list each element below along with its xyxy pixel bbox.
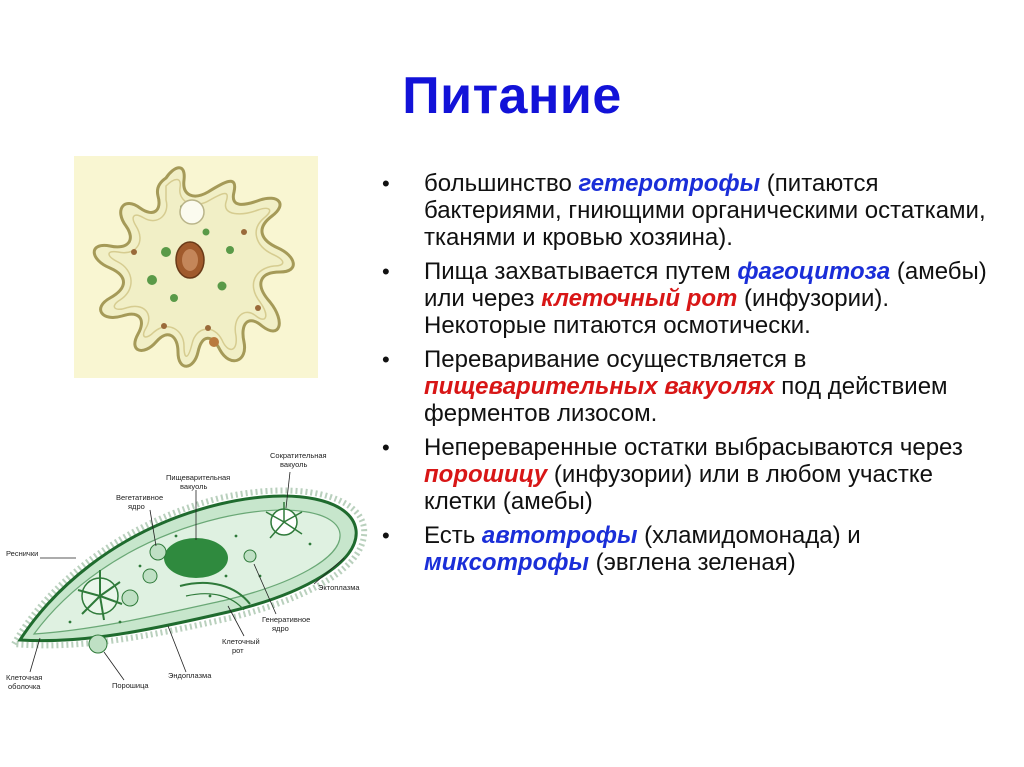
bullet-text: (питаются бактериями, гниющими органическими остатками, тканями и кровью хозяина). [424, 170, 986, 251]
bullet-text: Переваривание осуществляется в [424, 346, 807, 373]
bullet-list [378, 170, 998, 583]
slide-title: Питание [402, 67, 622, 125]
paramecium-illustration [0, 446, 372, 698]
bullet-text: Непереваренные остатки выбрасываются через [424, 434, 963, 461]
label-generative-nucleus-1: Генеративное [262, 615, 311, 624]
label-cell-mouth-2: рот [232, 646, 244, 655]
label-ectoplasm: Эктоплазма [318, 583, 360, 592]
bullet-text: Пища захватывается путем [424, 258, 738, 285]
bullet-text: Есть [424, 522, 482, 549]
bullet-text: (эвглена зеленая) [588, 549, 796, 576]
bullet-item [378, 258, 998, 339]
bullet-marker: • [382, 523, 390, 548]
label-digestive-vacuole-1: Пищеварительная [166, 473, 231, 482]
bullet-text: (хламидомонада) и [637, 522, 861, 549]
term-highlight-blue: миксотрофы [424, 549, 589, 576]
bullet-marker: • [382, 435, 390, 460]
label-cilia: Реснички [6, 549, 39, 558]
label-cell-membrane-1: Клеточная [6, 673, 43, 682]
label-endoplasm: Эндоплазма [168, 671, 212, 680]
bullet-text: под действием ферментов лизосом. [424, 373, 948, 427]
label-cell-mouth-1: Клеточный [222, 637, 260, 646]
bullet-item [378, 170, 998, 251]
label-vegetative-nucleus-2: ядро [128, 502, 145, 511]
bullet-text: (амебы) или через [424, 258, 987, 312]
label-contractile-vacuole-1: Сократительная [270, 451, 327, 460]
bullet-text: большинство [424, 170, 579, 197]
label-contractile-vacuole-2: вакуоль [280, 460, 308, 469]
amoeba-illustration [74, 156, 318, 378]
term-highlight-blue: автотрофы [481, 522, 638, 549]
label-cell-membrane-2: оболочка [8, 682, 41, 691]
label-vegetative-nucleus-1: Вегетативное [116, 493, 164, 502]
bullet-marker: • [382, 171, 390, 196]
label-generative-nucleus-2: ядро [272, 624, 289, 633]
bullet-item [378, 522, 998, 576]
bullet-text: (инфузории) или в любом участке клетки (амебы) [424, 461, 934, 515]
label-digestive-vacuole-2: вакуоль [180, 482, 208, 491]
bullet-item [378, 434, 998, 515]
term-highlight-red: пищеварительных вакуолях [424, 373, 775, 400]
bullet-marker: • [382, 259, 390, 284]
label-anal-pore: Порошица [112, 681, 149, 690]
term-highlight-blue: фагоцитоза [737, 258, 891, 285]
term-highlight-red: порошицу [424, 461, 548, 488]
bullet-text: (инфузории). Некоторые питаются осмотически. [424, 285, 890, 339]
bullet-marker: • [382, 347, 390, 372]
term-highlight-blue: гетеротрофы [578, 170, 761, 197]
bullet-item [378, 346, 998, 427]
term-highlight-red: клеточный рот [541, 285, 738, 312]
